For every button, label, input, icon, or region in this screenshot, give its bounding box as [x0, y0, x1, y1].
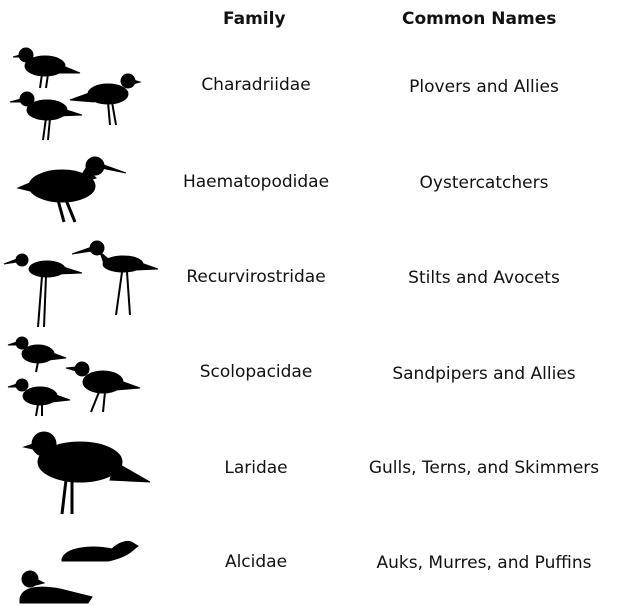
murre-bird-2	[20, 571, 92, 603]
murre-silhouette-icon	[0, 515, 170, 605]
common-name: Oystercatchers	[419, 173, 549, 193]
family-column-header: Family	[223, 9, 286, 29]
family-row-haematopodidae	[0, 140, 619, 230]
stilt-bird-2	[72, 241, 158, 315]
common-name: Gulls, Terns, and Skimmers	[368, 458, 600, 478]
common-name: Auks, Murres, and Puffins	[376, 553, 592, 573]
gull-silhouette-icon	[0, 422, 170, 512]
plover-bird-1	[13, 48, 80, 88]
family-row-laridae	[0, 422, 619, 512]
sandpiper-bird-3	[66, 362, 140, 412]
family-name: Recurvirostridae	[186, 267, 326, 287]
family-name: Charadriidae	[201, 75, 311, 95]
sandpiper-bird-1	[8, 337, 66, 372]
family-row-alcidae	[0, 515, 619, 605]
common-name: Plovers and Allies	[409, 77, 559, 97]
common-name: Stilts and Avocets	[408, 268, 560, 288]
stilt-bird-1	[4, 254, 82, 327]
plover-bird-3	[70, 74, 140, 125]
family-name: Alcidae	[224, 552, 288, 572]
stilt-silhouette-icon	[0, 232, 170, 322]
gull-bird	[24, 432, 150, 514]
family-row-recurvirostridae	[0, 232, 619, 322]
oystercatcher-silhouette-icon	[0, 140, 170, 230]
family-name: Haematopodidae	[182, 172, 330, 192]
family-name: Laridae	[224, 458, 288, 478]
common-name: Sandpipers and Allies	[392, 364, 576, 384]
common-names-column-header: Common Names	[402, 9, 557, 29]
family-row-charadriidae	[0, 40, 619, 130]
sandpiper-silhouette-icon	[0, 328, 170, 418]
family-row-scolopacidae	[0, 328, 619, 418]
family-name: Scolopacidae	[199, 362, 313, 382]
sandpiper-bird-2	[8, 379, 70, 416]
oystercatcher-bird	[18, 157, 126, 222]
murre-bird-1	[62, 541, 138, 561]
plover-silhouette-icon	[0, 40, 170, 130]
